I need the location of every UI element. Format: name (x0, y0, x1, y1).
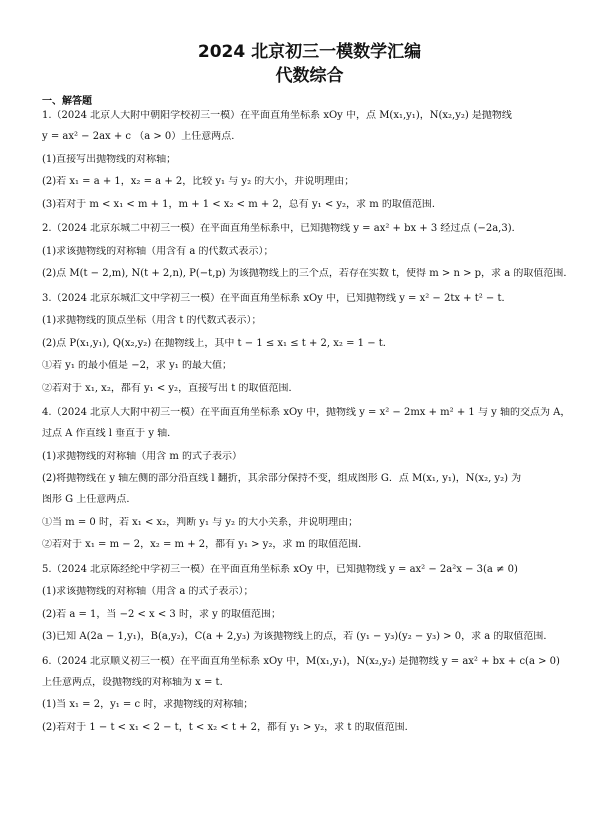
question-text-line: 上任意两点，设抛物线的对称轴为 x = t． (42, 676, 230, 688)
question-subpart: ②若对于 x₁ = m − 2，x₂ = m + 2，都有 y₁ > y₂，求 m 的取值范围． (42, 539, 369, 550)
question-part: (1)当 x₁ = 2，y₁ = c 时，求抛物线的对称轴； (42, 699, 254, 710)
question-1 (42, 110, 577, 211)
document-subtitle: 代数综合 (275, 66, 344, 86)
question-part: (2)若对于 1 − t < x₁ < 2 − t，t < x₂ < t + 2，都有 y₁ > y₂，求 t 的取值范围． (42, 721, 415, 733)
question-part: (1)直接写出抛物线的对称轴； (42, 153, 177, 165)
question-part: (2)若 x₁ = a + 1，x₂ = a + 2，比较 y₁ 与 y₂ 的大小，并说明理由； (42, 176, 355, 187)
question-part: (2)将抛物线在 y 轴左侧的部分沿直线 l 翻折，其余部分保持不变，组成图形 G．点 M(x₁, y₁)，N(x₂, y₂) 为 (42, 473, 522, 484)
question-5 (42, 564, 577, 644)
question-4 (42, 407, 577, 551)
question-part: (1)求该抛物线的对称轴（用含 a 的式子表示）； (42, 586, 254, 597)
section-heading: 一、解答题 (42, 96, 92, 107)
question-3 (42, 293, 577, 395)
question-part: 图形 G 上任意两点． (42, 494, 137, 505)
question-part: (1)求抛物线的顶点坐标（用含 t 的代数式表示）； (42, 315, 262, 326)
question-6 (42, 656, 577, 734)
question-subpart: ①当 m = 0 时，若 x₁ < x₂，判断 y₁ 与 y₂ 的大小关系，并说明理由； (42, 516, 359, 528)
question-part: (3)已知 A(2a − 1,y₁)，B(a,y₂)，C(a + 2,y₃) 为该抛物线上的点，若 (y₁ − y₃)(y₂ − y₃) > 0，求 a 的取值范围． (42, 631, 554, 642)
question-part: (2)若 a = 1，当 −2 < x < 3 时，求 y 的取值范围； (42, 608, 281, 620)
question-text-line: 4.（2024 北京人大附中初三一模）在平面直角坐标系 xOy 中，抛物线 y = x² − 2mx + m² + 1 与 y 轴的交点为 A， (42, 407, 571, 418)
question-part: (1)求该抛物线的对称轴（用含有 a 的代数式表示）； (42, 245, 274, 257)
question-text-line: 5.（2024 北京陈经纶中学初三一模）在平面直角坐标系 xOy 中，已知抛物线 y = ax² − 2a²x − 3(a ≠ 0) (42, 563, 518, 575)
document-title: 2024 北京初三一模数学汇编 (197, 42, 422, 62)
question-text-line: 1.（2024 北京人大附中朝阳学校初三一模）在平面直角坐标系 xOy 中，点 M(x₁,y₁)，N(x₂,y₂) 是抛物线 (42, 110, 512, 121)
question-subpart: ②若对于 x₁, x₂，都有 y₁ < y₂，直接写出 t 的取值范围． (42, 382, 299, 394)
question-part: (2)点 P(x₁,y₁), Q(x₂,y₂) 在抛物线上，其中 t − 1 ≤ x₁ ≤ t + 2, x₂ = 1 − t． (42, 337, 393, 349)
question-part: (2)点 M(t − 2,m), N(t + 2,n), P(−t,p) 为该抛物线上的三个点，若存在实数 t，使得 m > n > p，求 a 的取值范围． (42, 268, 574, 279)
question-text-line: y = ax² − 2ax + c （a > 0）上任意两点． (42, 131, 242, 142)
question-text-line: 2.（2024 北京东城二中初三一模）在平面直角坐标系中，已知抛物线 y = ax² + bx + 3 经过点 (−2a,3)． (42, 223, 522, 234)
question-part: (1)求抛物线的对称轴（用含 m 的式子表示） (42, 450, 243, 462)
question-subpart: ①若 y₁ 的最小值是 −2，求 y₁ 的最大值； (42, 360, 232, 371)
question-part: (3)若对于 m < x₁ < m + 1，m + 1 < x₂ < m + 2，总有 y₁ < y₂，求 m 的取值范围． (42, 198, 442, 210)
question-text-line: 6.（2024 北京顺义初三一模）在平面直角坐标系 xOy 中，M(x₁,y₁)，N(x₂,y₂) 是抛物线 y = ax² + bx + c(a > 0) (42, 655, 560, 667)
question-text-line: 3.（2024 北京东城汇文中学初三一模）在平面直角坐标系 xOy 中，已知抛物线 y = x² − 2tx + t² − t． (42, 292, 512, 304)
question-2 (42, 223, 577, 280)
question-text-line: 过点 A 作直线 l 垂直于 y 轴． (42, 428, 178, 439)
